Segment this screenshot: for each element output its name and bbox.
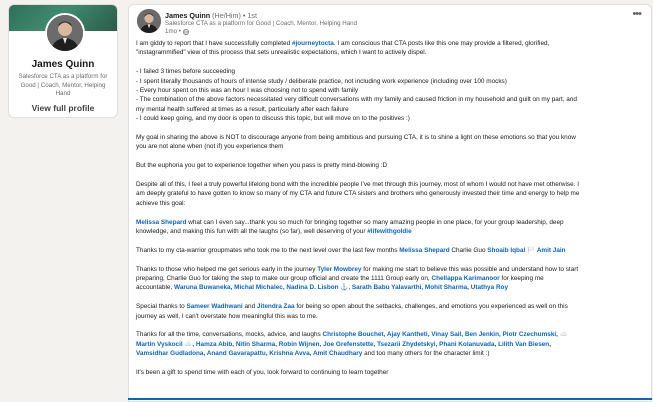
post-text: 🏳️ (525, 246, 537, 254)
post-paragraph (136, 265, 581, 293)
profile-headline: Salesforce CTA as a platform for Good | Coach, Mentor, Helping Hand (18, 73, 108, 97)
view-full-profile-link[interactable]: View full profile (31, 103, 95, 113)
profile-card (8, 4, 118, 118)
post-paragraph: Despite all of this, I feel a truly powerful lifelong bond with the incredible people I've met through this journey, most of whom I would not have met otherwise. I am deeply grateful to have gotten to know so many of my CTA and future CTA sisters and brothers who generously invested their time and energy to help me achieve this goal: (136, 181, 580, 207)
post-text: Charlie Guo (449, 246, 488, 254)
post-paragraph (136, 330, 581, 358)
post-text: I am giddy to report that I have successfully completed (136, 40, 292, 47)
post-paragraph (136, 218, 581, 237)
post-card (128, 4, 652, 402)
list-item: - I failed 3 times before succeeding (136, 68, 236, 76)
post-paragraph (136, 302, 581, 321)
hashtag-link[interactable]: #lifewithgoldie (367, 228, 412, 236)
mention-link[interactable]: Amit Jain (536, 246, 566, 254)
post-text: , (348, 284, 352, 292)
post-paragraph (136, 246, 581, 255)
profile-name[interactable]: James Quinn (31, 59, 95, 70)
mention-link[interactable]: Sarath Babu Yalavarthi, Mohit Sharma, Utathya Roy (351, 284, 509, 292)
list-item: - The combination of the above factors necessitated very difficult conversations with my family and caused friction in my household and guilt on my part, and my mental health suffered at times as a result, particularly after each failure (136, 96, 577, 113)
post-paragraph: My goal in sharing the above is NOT to discourage anyone from being ambitious and pursuing CTA, it is to shine a light on these emotions so that you know you are not alone when (not if) you experience them (136, 134, 576, 151)
mention-link[interactable]: Martin Vyskocil ☁️, Hamza Abib, Nitin Sharma, Robin Wijnen, Joe Grefenstette, Tsezarii Zhydetskyi, Phani Kolanuvada, Lilith Van Biesen, Vamsidhar Gudladona, Anand Gavarapattu, Krishna Avva, Amit Chaudhary (136, 340, 551, 358)
mention-link[interactable]: Waruna Buwaneka, Michal Michalec, Nadina D. Lisbon ⚓ (174, 284, 349, 292)
post-text: Special thanks to (136, 303, 187, 311)
post-author-name[interactable]: James Quinn (165, 11, 211, 20)
mention-link[interactable]: Christophe Bouchet, Ajay Kantheti, Vinay Sail, Ben Jenkin, Piotr Czechumski, (322, 331, 560, 339)
challenges-list (136, 67, 581, 123)
mention-link[interactable]: Melissa Shepard (399, 246, 450, 254)
post-text: for being so open about the setbacks, challenges, and emotions you experienced as well on this journey as well, I can't overstate how meaningful this was to me. (136, 303, 568, 320)
post-author-avatar[interactable] (137, 9, 161, 33)
post-text: for making me start to believe this was possible and understand how to start preparing, Charlie Guo for taking the step to make our group official and create the 1111 Group early on, (136, 265, 579, 283)
more-options-icon[interactable]: ••• (632, 8, 641, 20)
post-author-line (165, 11, 257, 20)
mention-link[interactable]: Sameer Wadhwani (186, 303, 243, 311)
post-body (136, 39, 581, 387)
post-time-text: 1mo • (165, 28, 181, 35)
post-text: for keeping me accountable, (136, 275, 544, 292)
post-text: what can I even say...thank you so much for bringing together so many amazing people in one place, for your group leadership, deep knowledge, and making this fun with all the laughs (so far), well deserving of your (136, 218, 564, 236)
connection-degree: • 1st (242, 11, 257, 20)
post-text: and too many others for the character limit :) (362, 350, 490, 358)
list-item: - I spent literally thousands of hours of intense study / deliberate practice, not including work experience (including over 100 mocks) (136, 77, 507, 85)
profile-avatar[interactable] (45, 13, 85, 53)
list-item: - I could keep going, and my door is open to discuss this topic, but will move on to the positives :) (136, 115, 410, 123)
post-text: Thanks to those who helped me get serious early in the journey (136, 265, 318, 273)
post-paragraph: It's been a gift to spend time with each of you, look forward to continuing to learn together (136, 369, 389, 377)
mention-link[interactable]: Jitendra Zaa (256, 303, 295, 311)
globe-icon (183, 29, 189, 35)
post-text: and (242, 303, 257, 311)
mention-link[interactable]: Chellappa Karimanoor (431, 275, 500, 283)
mention-link[interactable]: Melissa Shepard (136, 218, 187, 226)
mention-link[interactable]: Tyler Mowbrey (317, 265, 362, 273)
mention-link[interactable]: Shoaib Iqbal (487, 246, 526, 254)
post-author-headline: Salesforce CTA as a platform for Good | Coach, Mentor, Helping Hand (165, 20, 358, 27)
post-paragraph (136, 39, 581, 58)
post-text: Thanks to my cta-warrior groupmates who took me to the next level over the last few months (136, 246, 400, 254)
post-author-pronouns: (He/Him) (212, 11, 241, 20)
list-item: - Every hour spent on this was an hour I was choosing not to spend with family (136, 87, 359, 95)
post-text: Thanks for all the time, conversations, mocks, advice, and laughs (136, 331, 323, 339)
cloud-emoji: ☁️ (559, 331, 568, 339)
hashtag-link[interactable]: #journeytocta (291, 40, 334, 47)
post-timestamp (165, 28, 189, 35)
post-paragraph: But the euphoria you get to experience together when you pass is pretty mind-blowing :D (136, 162, 388, 170)
post-text: . I am conscious that CTA posts like this one may provide a filtered, glorified, "instagrammified" view of this process that sets unrealistic expectations, which I want to actively dispel. (136, 40, 550, 57)
